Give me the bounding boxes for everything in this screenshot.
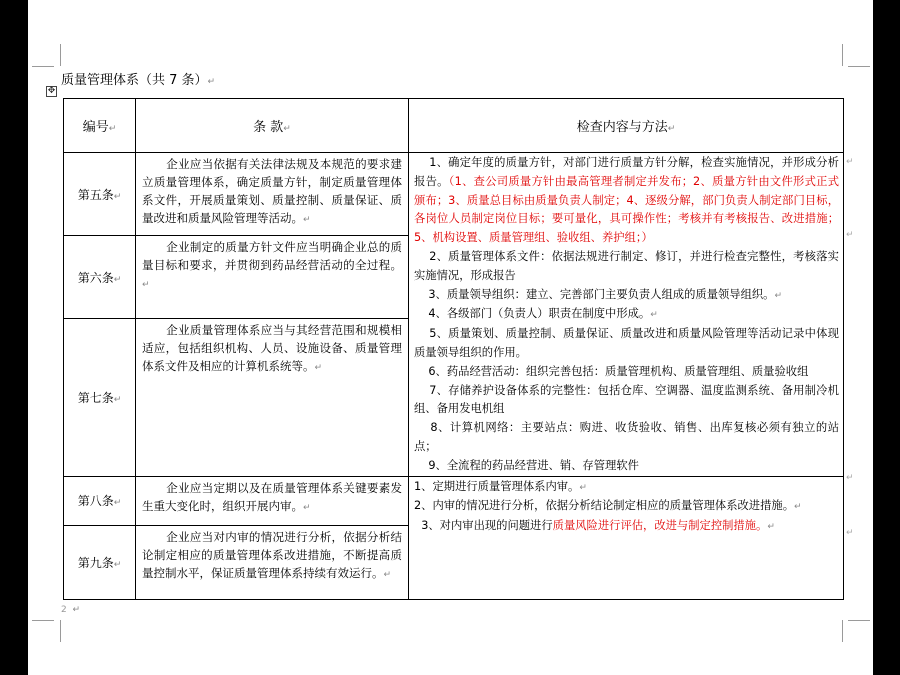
- crop-mark: [848, 66, 870, 67]
- crop-mark: [60, 620, 61, 642]
- check-item-4: 4、各级部门（负责人）职责在制度中形成。↵: [428, 307, 658, 321]
- row-end-marker: ↵: [846, 230, 854, 240]
- document-title: 质量管理体系（共 7 条）↵: [61, 73, 216, 88]
- document-page: [28, 0, 873, 675]
- crop-mark: [848, 620, 870, 621]
- crop-mark: [60, 44, 61, 66]
- row-end-marker: ↵: [846, 528, 854, 538]
- header-check: 检查内容与方法↵: [409, 99, 844, 153]
- row-clause: 企业应当依据有关法律法规及本规范的要求建立质量管理体系，确定质量方针，制定质量管理体系文件，开展质量策划、质量控制、质量保证、质量改进和质量风险管理等活动。↵: [136, 153, 409, 236]
- header-number: 编号↵: [64, 99, 136, 153]
- check-item-7: 7、存储养护设备体系的完整性：包括仓库、空调器、温度监测系统、备用制冷机组、备用发电机组: [414, 383, 839, 416]
- check-item-8: 8、计算机网络：主要站点：购进、收货验收、销售、出库复核必须有独立的站点；: [414, 421, 839, 453]
- check-item-6: 6、药品经营活动：组织完善包括：质量管理机构、质量管理组、质量验收组: [428, 364, 809, 378]
- row-clause: 企业应当对内审的情况进行分析，依据分析结论制定相应的质量管理体系改进措施，不断提高质量控制水平，保证质量管理体系持续有效运行。↵: [136, 525, 409, 599]
- row-clause: 企业应当定期以及在质量管理体系关键要素发生重大变化时，组织开展内审。↵: [136, 476, 409, 525]
- header-clause: 条 款↵: [136, 99, 409, 153]
- audit-item-3: 3、对内审出现的问题进行质量风险进行评估，改进与制定控制措施。↵: [421, 519, 775, 533]
- audit-item-1: 1、定期进行质量管理体系内审。↵: [414, 479, 587, 493]
- row-clause: 企业质量管理体系应当与其经营范围和规模相适应，包括组织机构、人员、设施设备、质量管理体系文件及相应的计算机系统等。↵: [136, 318, 409, 476]
- crop-mark: [32, 66, 54, 67]
- check-item-2: 2、质量管理体系文件：依据法规进行制定、修订，并进行检查完整性，考核落实实施情况，形成报告: [414, 249, 839, 282]
- table-move-handle-icon[interactable]: ✥: [47, 86, 56, 96]
- row-end-marker: ↵: [846, 157, 854, 167]
- check-item-1-note: （1、查公司质量方针由最高管理者制定并发布；2、质量方针由文件形式正式颁布；3、质量总目标由质量负责人制定；4、逐级分解，部门负责人制定部门目标，各岗位人员制定岗位目标；要可量化，具可操作性；考核并有考核报告、改进措施；5、机构设置、质量管理组、验收组、养护组；）: [414, 174, 839, 245]
- row-number: 第八条↵: [64, 476, 136, 525]
- table-header-row: [64, 99, 844, 153]
- check-content-block-2: [409, 476, 844, 599]
- row-number: 第九条↵: [64, 525, 136, 599]
- table-row: [64, 153, 844, 236]
- quality-system-table: [63, 98, 844, 600]
- check-item-5: 5、质量策划、质量控制、质量保证、质量改进和质量风险管理等活动记录中体现质量领导组织的作用。: [414, 327, 839, 359]
- crop-mark: [32, 620, 54, 621]
- row-number: 第五条↵: [64, 153, 136, 236]
- check-item-1: 1、确定年度的质量方针，对部门进行质量方针分解，检查实施情况，并形成分析报告。（1、查公司质量方针由最高管理者制定并发布；2、质量方针由文件形式正式颁布；3、质量总目标由质量负责人制定；4、逐级分解，部门负责人制定部门目标，各岗位人员制定岗位目标；要可量化，具可操作性；考核并有考核报告、改进措施；5、机构设置、质量管理组、验收组、养护组；）: [414, 156, 839, 245]
- page-number: 2 ↵: [61, 605, 81, 615]
- audit-item-2: 2、内审的情况进行分析，依据分析结论制定相应的质量管理体系改进措施。↵: [414, 499, 802, 513]
- check-item-3: 3、质量领导组织：建立、完善部门主要负责人组成的质量领导组织。↵: [428, 287, 783, 301]
- crop-mark: [842, 44, 843, 66]
- row-clause: 企业制定的质量方针文件应当明确企业总的质量目标和要求，并贯彻到药品经营活动的全过程。↵: [136, 236, 409, 318]
- check-item-9: 9、全流程的药品经营进、销、存管理软件: [428, 458, 639, 472]
- table-row: [64, 476, 844, 525]
- audit-item-3-note: 质量风险进行评估，改进与制定控制措施。: [552, 519, 768, 533]
- check-content-block-1: [409, 153, 844, 477]
- row-number: 第六条↵: [64, 236, 136, 318]
- crop-mark: [842, 620, 843, 642]
- row-number: 第七条↵: [64, 318, 136, 476]
- row-end-marker: ↵: [846, 473, 854, 483]
